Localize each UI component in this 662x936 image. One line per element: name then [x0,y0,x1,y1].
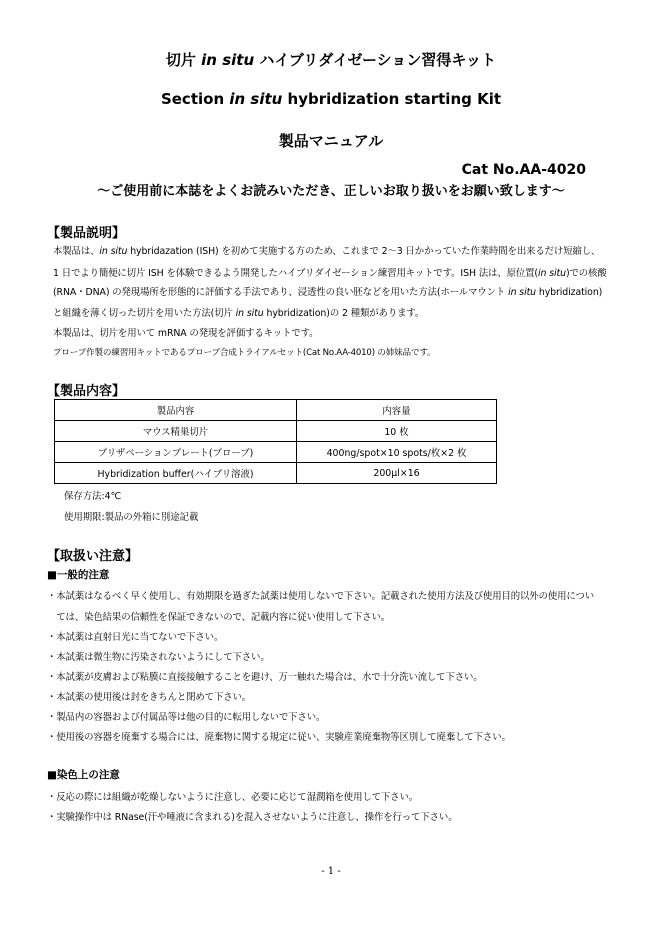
table-cell-item: プリザベーションプレート(プローブ) [55,442,297,463]
staining-caution-line: ・反応の際には組織が乾燥しないように注意し、必要に応じて湿潤箱を使用して下さい。 [47,792,419,803]
storage-method: 保存方法:4℃ [64,491,122,502]
description-line-2: 1 日でより簡便に切片 ISH を体験できるよう開発したハイブリダイゼーション練習用キットです。ISH 法は、原位置(in situ)での核酸 [53,268,607,279]
general-caution-line: ・本試薬は微生物に汚染されないようにして下さい。 [47,652,270,663]
expiry-date: 使用期限:製品の外箱に別途記載 [64,512,199,523]
page-number: - 1 - [321,866,341,877]
general-caution-heading: ■一般的注意 [47,569,110,581]
column-header-item: 製品内容 [55,400,297,421]
staining-caution-heading: ■染色上の注意 [47,769,120,781]
general-caution-line: ・使用後の容器を廃棄する場合には、廃棄物に関する規定に従い、実験産業廃棄物等区別して廃棄して下さい。 [47,732,511,743]
general-caution-line: ・本試薬が皮膚および粘膜に直接接触することを避け、万一触れた場合は、水で十分洗い流して下さい。 [47,672,483,683]
catalog-number: Cat No.AA-4020 [461,162,586,178]
general-caution-line: ては、染色結果の信頼性を保証できないので、記載内容に従い使用して下さい。 [47,612,390,623]
table-row [55,442,497,463]
general-caution-line: ・本試薬の使用後は封をきちんと閉めて下さい。 [47,692,252,703]
general-caution-line: ・本試薬はなるべく早く使用し、有効期限を過ぎた試薬は使用しないで下さい。記載された使用方法及び使用目的以外の使用につい [47,591,595,602]
contents-heading: 【製品内容】 [47,384,126,399]
table-cell-qty: 10 枚 [297,421,497,442]
general-caution-line: ・本試薬は直射日光に当てないで下さい。 [47,632,224,643]
usage-notice: ～ご使用前に本誌をよくお読みいただき、正しいお取り扱いをお願い致します～ [97,184,565,199]
table-row [55,421,497,442]
handling-heading: 【取扱い注意】 [47,549,139,564]
title-japanese: 切片 in situ ハイブリダイゼーション習得キット [165,51,497,69]
description-line-3: (RNA・DNA) の発現場所を形態的に評価する手法であり、浸透性の良い胚などを用いた方法(ホールマウント in situ hybridization) [53,287,603,298]
general-caution-line: ・製品内の容器および付属品等は他の目的に転用しないで下さい。 [47,712,326,723]
table-cell-qty: 200μl×16 [297,463,497,484]
description-heading: 【製品説明】 [47,226,126,241]
table-header-row [55,400,497,421]
staining-caution-line: ・実験操作中は RNase(汗や唾液に含まれる)を混入させないように注意し、操作を行って下さい。 [47,812,458,823]
table-cell-item: Hybridization buffer(ハイブリ溶液) [55,463,297,484]
title-english: Section in situ hybridization starting Kit [160,90,502,108]
table-cell-qty: 400ng/spot×10 spots/枚×2 枚 [297,442,497,463]
table-cell-item: マウス精巣切片 [55,421,297,442]
description-line-6: プローブ作製の練習用キットであるプローブ合成トライアルセット(Cat No.AA-4010) の姉妹品です。 [53,348,436,358]
table-row [55,463,497,484]
description-line-5: 本製品は、切片を用いて mRNA の発現を評価するキットです。 [53,328,319,339]
column-header-qty: 内容量 [297,400,497,421]
contents-table [54,399,497,484]
description-line-1: 本製品は、in situ hybridazation (ISH) を初めて実施する方のため、これまで 2～3 日かかっていた作業時間を出来るだけ短縮し、 [53,246,601,257]
manual-title: 製品マニュアル [278,132,384,150]
description-line-4: と組織を薄く切った切片を用いた方法(切片 in situ hybridization)の 2 種類があります。 [53,308,425,319]
